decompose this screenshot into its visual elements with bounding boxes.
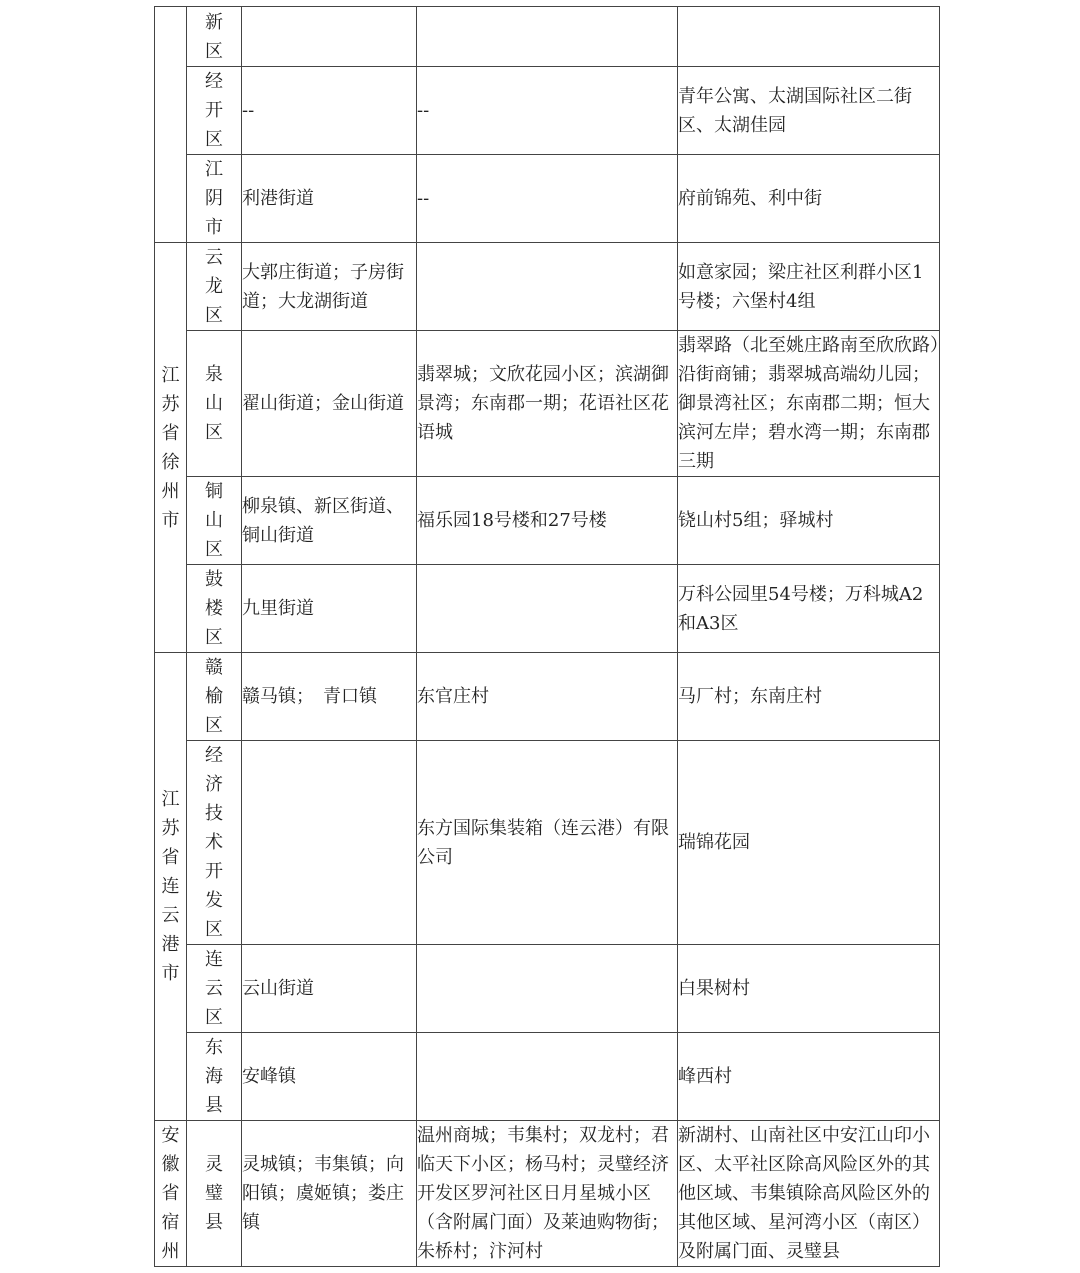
table-row bbox=[155, 741, 940, 945]
low-risk-cell: 铙山村5组；驿城村 bbox=[678, 477, 940, 565]
high-risk-cell bbox=[417, 243, 678, 331]
low-risk-cell: 白果树村 bbox=[678, 945, 940, 1033]
high-risk-cell: 福乐园18号楼和27号楼 bbox=[417, 477, 678, 565]
district-cell: 云龙区 bbox=[187, 243, 242, 331]
district-cell: 经济技术开发区 bbox=[187, 741, 242, 945]
district-cell: 连云区 bbox=[187, 945, 242, 1033]
low-risk-cell bbox=[678, 7, 940, 67]
street-cell bbox=[242, 7, 417, 67]
street-cell: 翟山街道；金山街道 bbox=[242, 331, 417, 477]
low-risk-cell: 翡翠路（北至姚庄路南至欣欣路）沿街商铺；翡翠城高端幼儿园；御景湾社区；东南郡二期；恒大滨河左岸；碧水湾一期；东南郡三期 bbox=[678, 331, 940, 477]
district-cell: 赣榆区 bbox=[187, 653, 242, 741]
street-cell: 赣马镇； 青口镇 bbox=[242, 653, 417, 741]
table-row bbox=[155, 67, 940, 155]
low-risk-cell: 万科公园里54号楼；万科城A2和A3区 bbox=[678, 565, 940, 653]
table-row bbox=[155, 945, 940, 1033]
district-cell: 泉山区 bbox=[187, 331, 242, 477]
table-row bbox=[155, 331, 940, 477]
district-cell: 江阴市 bbox=[187, 155, 242, 243]
street-cell: 灵城镇；韦集镇；向阳镇；虞姬镇；娄庄镇 bbox=[242, 1121, 417, 1267]
low-risk-cell: 青年公寓、太湖国际社区二街区、太湖佳园 bbox=[678, 67, 940, 155]
city-cell bbox=[155, 7, 187, 243]
table-row bbox=[155, 1033, 940, 1121]
high-risk-cell: -- bbox=[417, 155, 678, 243]
table-row bbox=[155, 653, 940, 741]
table-row bbox=[155, 1121, 940, 1267]
low-risk-cell: 瑞锦花园 bbox=[678, 741, 940, 945]
district-cell: 灵璧县 bbox=[187, 1121, 242, 1267]
high-risk-cell: 温州商城；韦集村；双龙村；君临天下小区；杨马村；灵璧经济开发区罗河社区日月星城小区（含附属门面）及莱迪购物街；朱桥村；汴河村 bbox=[417, 1121, 678, 1267]
street-cell bbox=[242, 741, 417, 945]
high-risk-cell: 东官庄村 bbox=[417, 653, 678, 741]
street-cell: 柳泉镇、新区街道、铜山街道 bbox=[242, 477, 417, 565]
district-cell: 东海县 bbox=[187, 1033, 242, 1121]
street-cell: 九里街道 bbox=[242, 565, 417, 653]
low-risk-cell: 府前锦苑、利中街 bbox=[678, 155, 940, 243]
high-risk-cell bbox=[417, 1033, 678, 1121]
district-cell: 经开区 bbox=[187, 67, 242, 155]
city-cell: 安徽省宿州 bbox=[155, 1121, 187, 1267]
high-risk-cell: 翡翠城；文欣花园小区；滨湖御景湾；东南郡一期；花语社区花语城 bbox=[417, 331, 678, 477]
city-cell: 江苏省徐州市 bbox=[155, 243, 187, 653]
street-cell: 利港街道 bbox=[242, 155, 417, 243]
table-row bbox=[155, 243, 940, 331]
table-row bbox=[155, 477, 940, 565]
low-risk-cell: 如意家园；梁庄社区利群小区1号楼；六堡村4组 bbox=[678, 243, 940, 331]
risk-area-table bbox=[154, 6, 940, 1267]
city-cell: 江苏省连云港市 bbox=[155, 653, 187, 1121]
street-cell: -- bbox=[242, 67, 417, 155]
table-row bbox=[155, 565, 940, 653]
district-cell: 铜山区 bbox=[187, 477, 242, 565]
district-cell: 鼓楼区 bbox=[187, 565, 242, 653]
high-risk-cell bbox=[417, 565, 678, 653]
high-risk-cell: -- bbox=[417, 67, 678, 155]
street-cell: 大郭庄街道；子房街道；大龙湖街道 bbox=[242, 243, 417, 331]
low-risk-cell: 新湖村、山南社区中安江山印小区、太平社区除高风险区外的其他区域、韦集镇除高风险区外的其他区域、星河湾小区（南区）及附属门面、灵璧县 bbox=[678, 1121, 940, 1267]
district-cell: 新区 bbox=[187, 7, 242, 67]
table-row bbox=[155, 155, 940, 243]
low-risk-cell: 马厂村；东南庄村 bbox=[678, 653, 940, 741]
high-risk-cell bbox=[417, 7, 678, 67]
low-risk-cell: 峰西村 bbox=[678, 1033, 940, 1121]
high-risk-cell bbox=[417, 945, 678, 1033]
high-risk-cell: 东方国际集装箱（连云港）有限公司 bbox=[417, 741, 678, 945]
street-cell: 安峰镇 bbox=[242, 1033, 417, 1121]
table-row bbox=[155, 7, 940, 67]
street-cell: 云山街道 bbox=[242, 945, 417, 1033]
